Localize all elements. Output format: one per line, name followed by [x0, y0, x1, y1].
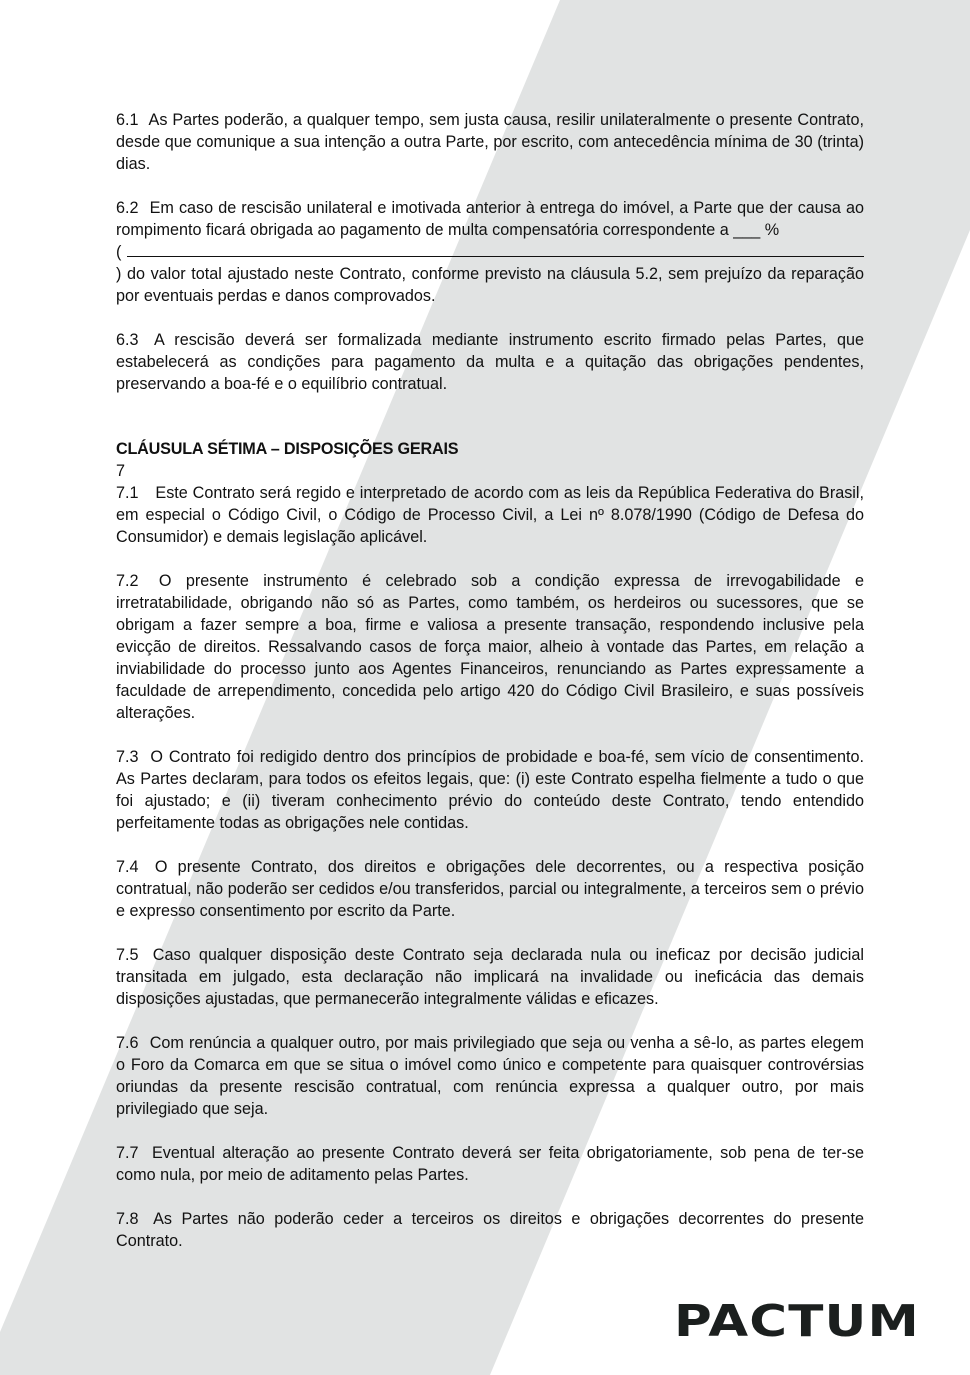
paragraph-7-8	[116, 1208, 864, 1252]
clause-text: O presente Contrato, dos direitos e obrigações dele decorrentes, ou a respectiva posição contratual, não poderão ser cedidos e/ou transferidos, parcial ou integralmente, a terceiros sem o prévio e expresso consentimento por escrito da Parte.	[116, 858, 865, 920]
clause-text: O presente instrumento é celebrado sob a condição expressa de irrevogabilidade e irretratabilidade, obrigando não só as Partes, como também, os herdeiros ou sucessores, que se obrigam a fazer sempre a boa, firme e valiosa a presente transação, respondendo inclusive pela evicção de direitos. Ressalvando casos de força maior, alheio à vontade das Partes, em relação a inviabilidade do processo junto aos Agentes Financeiros, renunciando as Partes expressamente a faculdade de arrependimento, concedida pelo artigo 420 do Código Civil Brasileiro, e suas possíveis alterações.	[116, 572, 865, 722]
clause-7-heading: CLÁUSULA SÉTIMA – DISPOSIÇÕES GERAIS	[116, 440, 459, 458]
document-body	[116, 109, 864, 1274]
clause-number: 7.6	[116, 1034, 139, 1052]
clause-text-continuation: ) do valor total ajustado neste Contrato, conforme previsto na cláusula 5.2, sem prejuízo da reparação por eventuais perdas e danos comprovados.	[116, 265, 864, 305]
clause-text: Com renúncia a qualquer outro, por mais privilegiado que seja ou venha a sê-lo, as partes elegem o Foro da Comarca em que se situa o imóvel como único e competente para quaisquer controvérsias oriundas da presente rescisão contratual, com renúncia expressa a qualquer outro, por mais privilegiado que seja.	[116, 1034, 865, 1118]
paragraph-7-3	[116, 746, 864, 834]
clause-number: 6.2	[116, 199, 139, 217]
pactum-logo-text: PACTUM	[674, 1300, 920, 1340]
clause-number: 7.5	[116, 946, 139, 964]
blank-line-field	[116, 241, 864, 263]
paragraph-7-4	[116, 856, 864, 922]
paragraph-7-5	[116, 944, 864, 1010]
fill-in-blank-line[interactable]	[127, 241, 864, 257]
clause-text: As Partes não poderão ceder a terceiros os direitos e obrigações decorrentes do presente Contrato.	[116, 1210, 864, 1250]
paragraph-7-7	[116, 1142, 864, 1186]
paragraph-7-2	[116, 570, 864, 724]
paragraph-6-3	[116, 329, 864, 395]
paragraph-6-2	[116, 197, 864, 307]
clause-number: 6.1	[116, 111, 139, 129]
clause-number: 7.7	[116, 1144, 139, 1162]
paragraph-7-1	[116, 482, 864, 548]
clause-text: Este Contrato será regido e interpretado de acordo com as leis da República Federativa do Brasil, em especial o Código Civil, o Código de Processo Civil, a Lei nº 8.078/1990 (Código de Defesa do Consumidor) e demais legislação aplicável.	[116, 484, 864, 546]
clause-text: Caso qualquer disposição deste Contrato seja declarada nula ou ineficaz por decisão judicial transitada em julgado, esta declaração não implicará na invalidade ou ineficácia das demais disposições ajustadas, que permanecerão integralmente válidas e eficazes.	[116, 946, 865, 1008]
clause-number: 7.2	[116, 572, 139, 590]
clause-number: 7.4	[116, 858, 139, 876]
clause-text: A rescisão deverá ser formalizada mediante instrumento escrito firmado pelas Partes, que estabelecerá as condições para pagamento da multa e a quitação das obrigações pendentes, preservando a boa-fé e o equilíbrio contratual.	[116, 331, 864, 393]
clause-number: 7.8	[116, 1210, 139, 1228]
clause-text: Eventual alteração ao presente Contrato deverá ser feita obrigatoriamente, sob pena de ter-se como nula, por meio de aditamento pelas Partes.	[116, 1144, 864, 1184]
clause-7-number: 7	[116, 462, 126, 480]
clause-text: O Contrato foi redigido dentro dos princípios de probidade e boa-fé, sem vício de consentimento. As Partes declaram, para todos os efeitos legais, que: (i) este Contrato espelha fielmente a tudo o que foi ajustado; e (ii) tiveram conhecimento prévio do conteúdo deste Contrato, tendo entendido perfeitamente todas as obrigações nele contidas.	[116, 748, 865, 832]
clause-number: 7.3	[116, 748, 139, 766]
paragraph-6-1	[116, 109, 864, 175]
paragraph-7-6	[116, 1032, 864, 1120]
clause-text: Em caso de rescisão unilateral e imotivada anterior à entrega do imóvel, a Parte que der causa ao rompimento ficará obrigada ao pagamento de multa compensatória correspondente a ___ %	[116, 199, 864, 239]
clause-number: 6.3	[116, 331, 139, 349]
clause-number: 7.1	[116, 484, 139, 502]
open-parenthesis: (	[116, 243, 122, 261]
pactum-logo	[674, 1300, 922, 1340]
clause-text: As Partes poderão, a qualquer tempo, sem justa causa, resilir unilateralmente o presente Contrato, desde que comunique a sua intenção a outra Parte, por escrito, com antecedência mínima de 30 (trinta) dias.	[116, 111, 864, 173]
